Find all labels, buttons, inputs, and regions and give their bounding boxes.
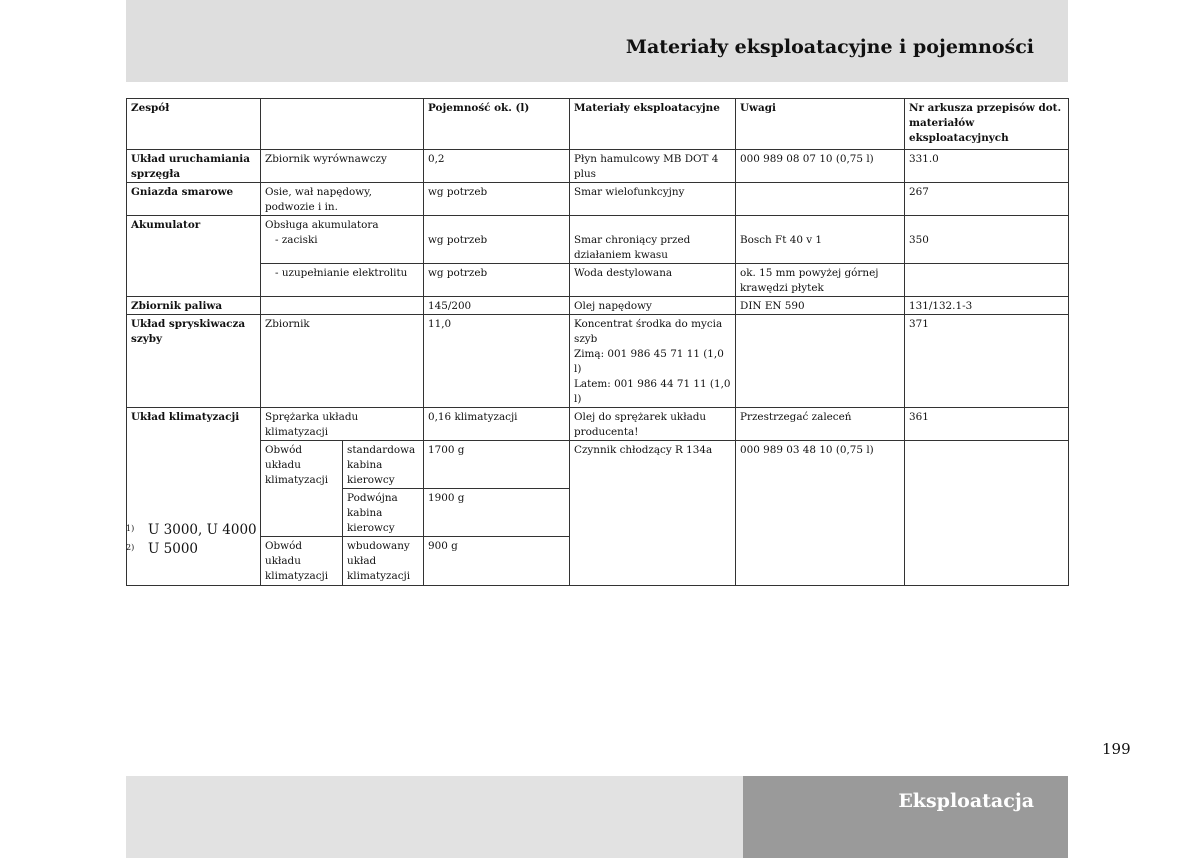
ac-circuit-label-2: Obwód układu klimatyzacji bbox=[261, 537, 343, 586]
row-sheet bbox=[905, 216, 1069, 264]
row-capacity: wg potrzeb bbox=[424, 264, 570, 297]
battery-terminals-sheet: 350 bbox=[909, 234, 929, 246]
table-row bbox=[127, 150, 1069, 183]
header-capacity: Pojemność ok. (l) bbox=[424, 99, 570, 150]
row-material: Olej do sprężarek układu producenta! bbox=[570, 408, 736, 441]
battery-terminals-note: Bosch Ft 40 v 1 bbox=[740, 234, 823, 246]
row-capacity: wg potrzeb bbox=[424, 183, 570, 216]
table-row bbox=[127, 216, 1069, 264]
ac-builtin: wbudowany układ klimatyzacji bbox=[343, 537, 424, 586]
ac-refrigerant-sheet bbox=[905, 441, 1069, 586]
row-capacity: 145/200 bbox=[424, 297, 570, 315]
row-sheet: 361 bbox=[905, 408, 1069, 441]
table-header-row bbox=[127, 99, 1069, 150]
row-note: Przestrzegać zaleceń bbox=[736, 408, 905, 441]
header-materials: Materiały eksploatacyjne bbox=[570, 99, 736, 150]
header-sheet: Nr arkusza przepisów dot. materiałów eksploatacyjnych bbox=[905, 99, 1069, 150]
row-name: Akumulator bbox=[127, 216, 261, 297]
page-number: 199 bbox=[1102, 740, 1131, 758]
row-name: Układ spryskiwacza szyby bbox=[127, 315, 261, 408]
ac-builtin-capacity: 900 g bbox=[424, 537, 570, 586]
footnote bbox=[126, 521, 257, 540]
footnotes bbox=[126, 521, 257, 559]
footer-band bbox=[126, 776, 743, 858]
row-sheet: 371 bbox=[905, 315, 1069, 408]
row-note: DIN EN 590 bbox=[736, 297, 905, 315]
table-row bbox=[127, 408, 1069, 441]
battery-terminals: - zaciski bbox=[275, 234, 318, 246]
row-component: Osie, wał napędowy, podwozie i in. bbox=[261, 183, 424, 216]
row-material: Woda destylowana bbox=[570, 264, 736, 297]
row-name: Układ klimatyzacji bbox=[127, 408, 261, 586]
table-row bbox=[127, 297, 1069, 315]
row-material: Olej napędowy bbox=[570, 297, 736, 315]
ac-double-cab: Podwójna kabina kierowcy bbox=[343, 489, 424, 537]
row-capacity bbox=[424, 216, 570, 264]
row-note: 000 989 08 07 10 (0,75 l) bbox=[736, 150, 905, 183]
row-material bbox=[570, 216, 736, 264]
page-title: Materiały eksploatacyjne i pojemności bbox=[625, 36, 1034, 58]
battery-terminals-material: Smar chroniący przed działaniem kwasu bbox=[574, 234, 691, 261]
row-name: Układ uruchamiania sprzęgła bbox=[127, 150, 261, 183]
row-sheet: 131/132.1-3 bbox=[905, 297, 1069, 315]
row-sheet: 331.0 bbox=[905, 150, 1069, 183]
footer-section-label: Eksploatacja bbox=[898, 790, 1034, 812]
ac-standard-capacity: 1700 g bbox=[424, 441, 570, 489]
row-component bbox=[261, 264, 424, 297]
row-capacity: 0,2 bbox=[424, 150, 570, 183]
row-note bbox=[736, 216, 905, 264]
header-assembly: Zespół bbox=[127, 99, 261, 150]
table-row bbox=[127, 183, 1069, 216]
battery-service: Obsługa akumulatora bbox=[265, 219, 379, 231]
header-band bbox=[126, 0, 1068, 82]
footnote-marker: 1) bbox=[126, 524, 135, 533]
row-capacity: 0,16 klimatyzacji bbox=[424, 408, 570, 441]
ac-refrigerant-note: 000 989 03 48 10 (0,75 l) bbox=[736, 441, 905, 586]
row-name: Zbiornik paliwa bbox=[127, 297, 261, 315]
ac-circuit-label: Obwód układu klimatyzacji bbox=[261, 441, 343, 537]
footnote-marker: 2) bbox=[126, 543, 135, 552]
row-component: Zbiornik bbox=[261, 315, 424, 408]
row-material: Smar wielofunkcyjny bbox=[570, 183, 736, 216]
row-component: Zbiornik wyrównawczy bbox=[261, 150, 424, 183]
footnote-text: U 5000 bbox=[148, 541, 199, 557]
capacities-table bbox=[126, 98, 1069, 586]
footer-section-tab bbox=[743, 776, 1068, 858]
row-capacity: 11,0 bbox=[424, 315, 570, 408]
battery-electrolyte: - uzupełnianie elektrolitu bbox=[275, 267, 408, 279]
row-component bbox=[261, 297, 424, 315]
row-note: ok. 15 mm powyżej górnej krawędzi płytek bbox=[736, 264, 905, 297]
row-note bbox=[736, 315, 905, 408]
row-note bbox=[736, 183, 905, 216]
footnote bbox=[126, 540, 257, 559]
row-name: Gniazda smarowe bbox=[127, 183, 261, 216]
table-row bbox=[127, 264, 1069, 297]
row-sheet bbox=[905, 264, 1069, 297]
footnote-text: U 3000, U 4000 bbox=[148, 522, 257, 538]
row-material bbox=[570, 315, 736, 408]
row-component: Sprężarka układu klimatyzacji bbox=[261, 408, 424, 441]
header-notes: Uwagi bbox=[736, 99, 905, 150]
washer-material: Koncentrat środka do mycia szyb bbox=[574, 318, 723, 345]
ac-refrigerant: Czynnik chłodzący R 134a bbox=[570, 441, 736, 586]
table-row bbox=[127, 315, 1069, 408]
row-component bbox=[261, 216, 424, 264]
header-empty bbox=[261, 99, 424, 150]
ac-standard-cab: standardowa kabina kierowcy bbox=[343, 441, 424, 489]
ac-double-capacity: 1900 g bbox=[424, 489, 570, 537]
row-sheet: 267 bbox=[905, 183, 1069, 216]
row-material: Płyn hamulcowy MB DOT 4 plus bbox=[570, 150, 736, 183]
washer-summer: Latem: 001 986 44 71 11 (1,0 l) bbox=[574, 378, 731, 405]
washer-winter: Zimą: 001 986 45 71 11 (1,0 l) bbox=[574, 348, 724, 375]
table-row bbox=[127, 441, 1069, 489]
battery-terminals-capacity: wg potrzeb bbox=[428, 234, 488, 246]
